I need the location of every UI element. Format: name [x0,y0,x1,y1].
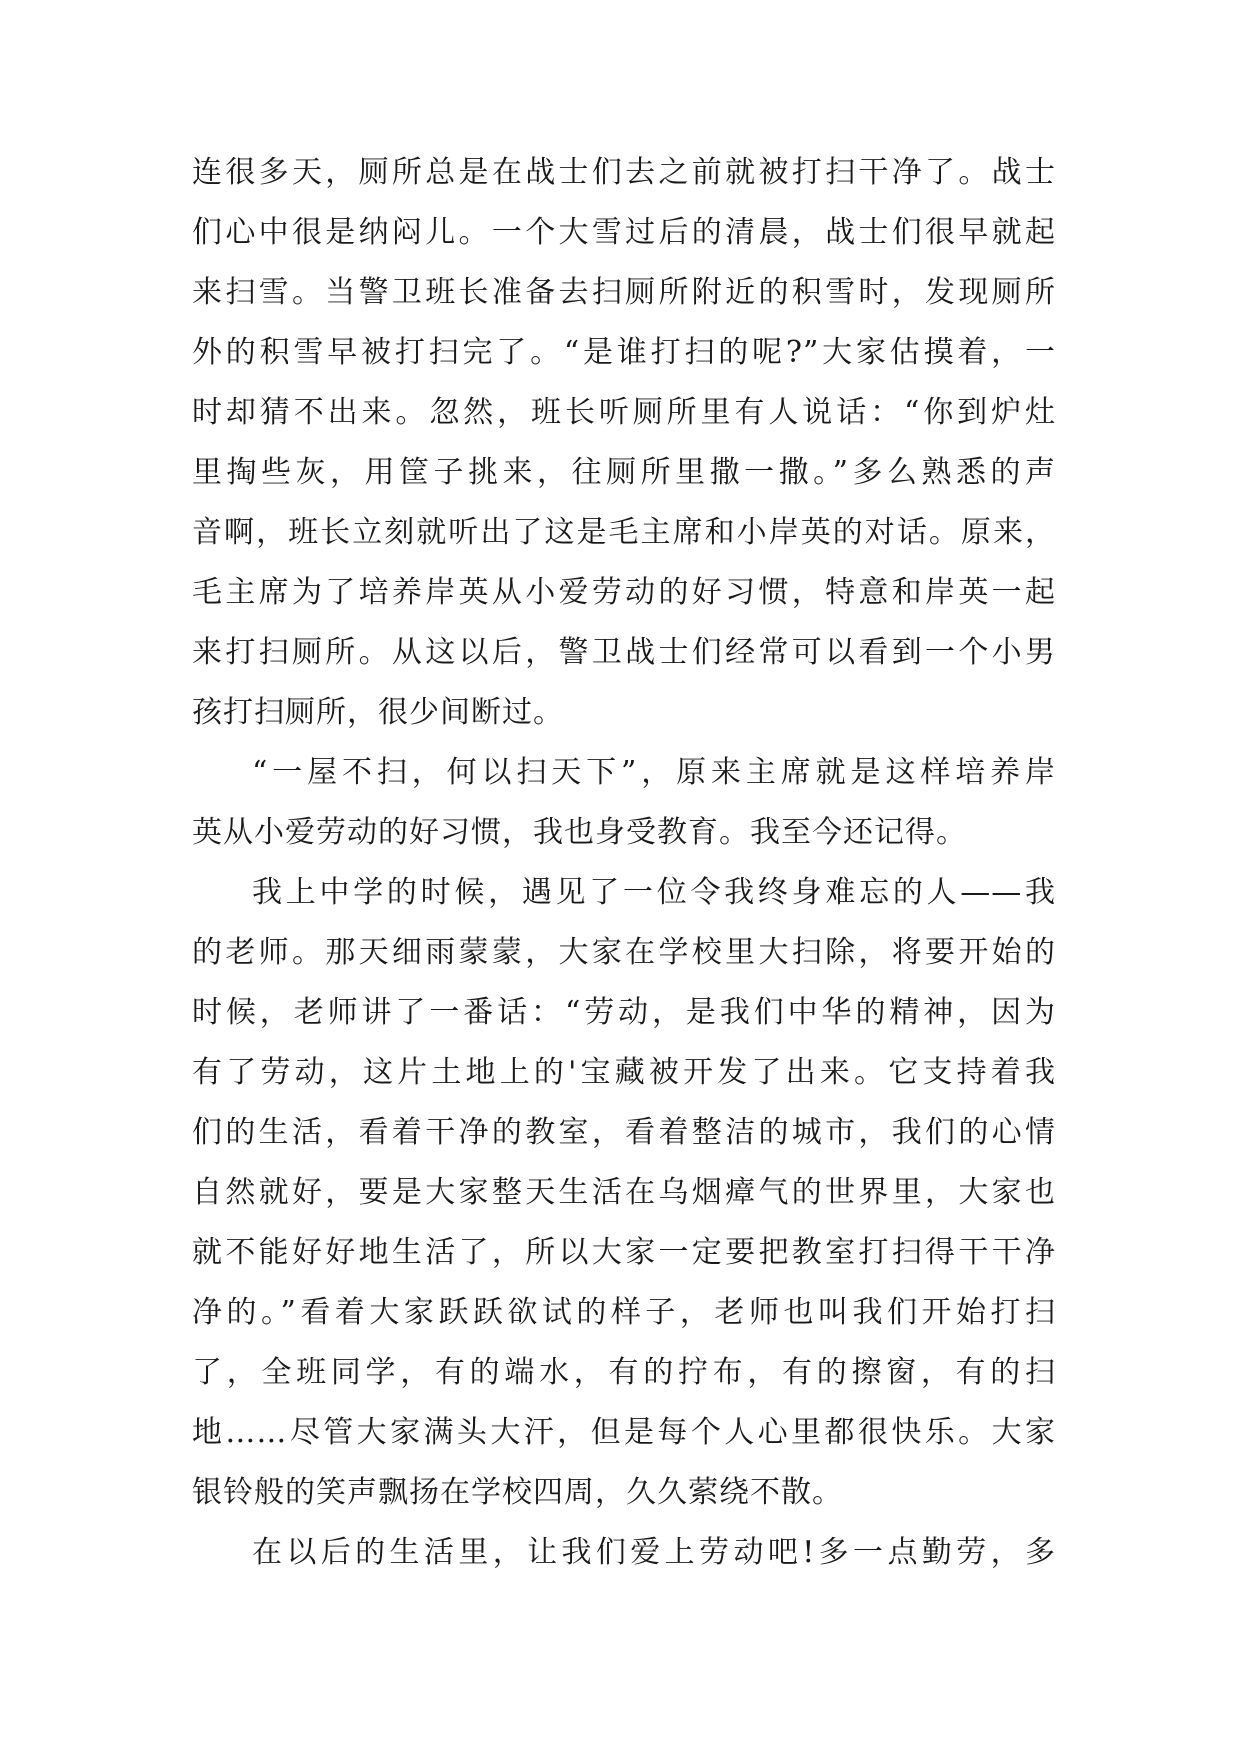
text-line: 地……尽管大家满头大汗，但是每个人心里都很快乐。大家 [192,1415,1056,1450]
text-line: 的老师。那天细雨蒙蒙，大家在学校里大扫除，将要开始的 [192,935,1056,970]
paragraph-start-line: 在以后的生活里，让我们爱上劳动吧!多一点勤劳，多 [252,1535,1056,1570]
document-body [192,143,1056,1583]
text-line: 时却猜不出来。忽然，班长听厕所里有人说话：“你到炉灶 [192,395,1056,430]
text-line: 银铃般的笑声飘扬在学校四周，久久萦绕不散。 [192,1475,843,1510]
text-line: 来扫雪。当警卫班长准备去扫厕所附近的积雪时，发现厕所 [192,275,1056,310]
text-line: 净的。”看着大家跃跃欲试的样子，老师也叫我们开始打扫 [192,1295,1056,1330]
text-line: 连很多天，厕所总是在战士们去之前就被打扫干净了。战士 [192,155,1056,190]
text-line: 里掏些灰，用筐子挑来，往厕所里撒一撒。”多么熟悉的声 [192,455,1056,490]
text-line: 来打扫厕所。从这以后，警卫战士们经常可以看到一个小男 [192,635,1056,670]
text-line: 音啊，班长立刻就听出了这是毛主席和小岸英的对话。原来， [192,515,1056,550]
text-line: 自然就好，要是大家整天生活在乌烟瘴气的世界里，大家也 [192,1175,1056,1210]
paragraph-start-line: 我上中学的时候，遇见了一位令我终身难忘的人——我 [252,875,1056,910]
text-line: 外的积雪早被打扫完了。“是谁打扫的呢?”大家估摸着，一 [192,335,1056,370]
text-line: 时候，老师讲了一番话：“劳动，是我们中华的精神，因为 [192,995,1056,1030]
text-line: 就不能好好地生活了，所以大家一定要把教室打扫得干干净 [192,1235,1056,1270]
text-line: 英从小爱劳动的好习惯，我也身受教育。我至今还记得。 [192,815,967,850]
text-line: 有了劳动，这片土地上的'宝藏被开发了出来。它支持着我 [192,1055,1056,1090]
text-line: 孩打扫厕所，很少间断过。 [192,695,564,730]
text-line: 了，全班同学，有的端水，有的拧布，有的擦窗，有的扫 [192,1355,1056,1390]
text-line: 毛主席为了培养岸英从小爱劳动的好习惯，特意和岸英一起 [192,575,1056,610]
text-line: 们心中很是纳闷儿。一个大雪过后的清晨，战士们很早就起 [192,215,1056,250]
paragraph-start-line: “一屋不扫，何以扫天下”，原来主席就是这样培养岸 [252,755,1056,790]
text-line: 们的生活，看着干净的教室，看着整洁的城市，我们的心情 [192,1115,1056,1150]
